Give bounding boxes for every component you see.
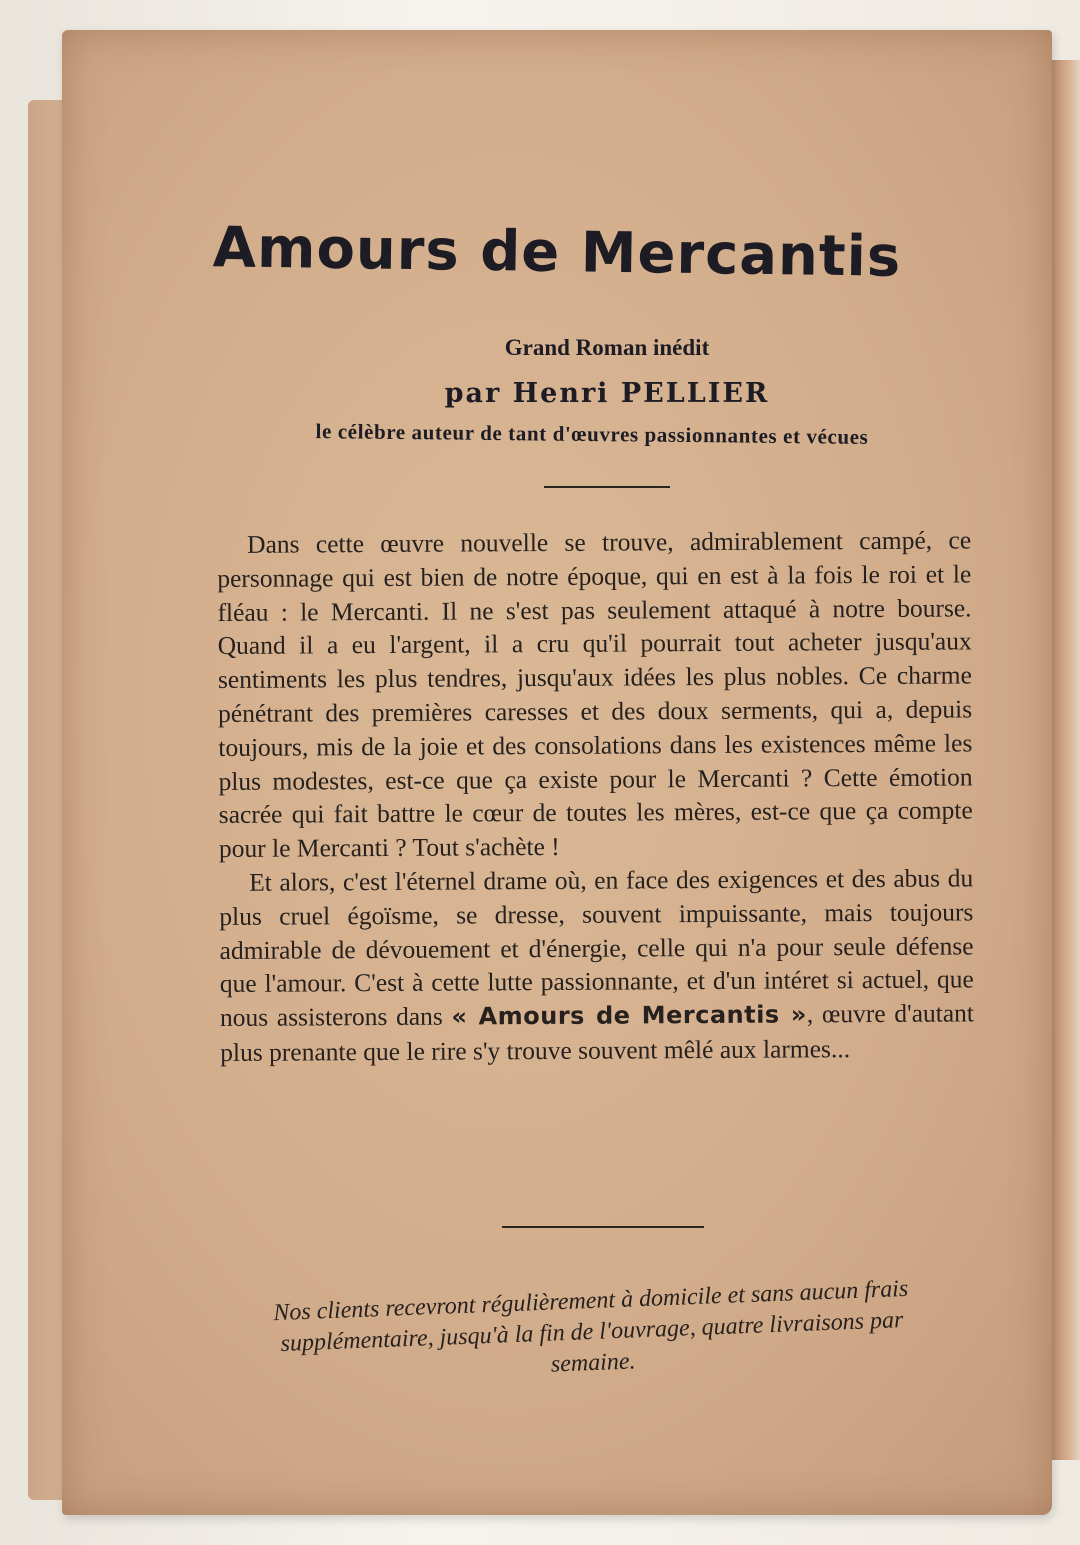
book-title: Amours de Mercantis [212,215,902,290]
description-text [217,523,974,1069]
description-paragraph-2 [219,861,974,1069]
book-page [62,30,1052,1515]
paragraph-2-text: Et alors, c'est l'éternel drame où, en face des exigences et des abus du plus cruel égoïsme, se dresse, souvent impuissante, mais toujours admirable de dévouement et d'énergie, celle qui n'a pour seule défense que l'amour. C'est à cette lutte passionnante, et d'un intéret si actuel, que nous assisterons dans [219,863,974,1033]
paragraph-2-ending: , œuvre d'autant plus prenante que le rire s'y trouve souvent mêlé aux larmes... [220,998,975,1067]
divider-bottom [502,1226,704,1228]
description-paragraph-1: Dans cette œuvre nouvelle se trouve, admirablement campé, ce personnage qui est bien de notre époque, qui en est à la fois le roi et le fléau : le Mercanti. Il ne s'est pas seulement attaqué à notre bourse. Quand il a eu l'argent, il a cru qu'il pourrait tout acheter jusqu'aux sentiments les plus tendres, jusqu'aux idées les plus nobles. Ce charme pénétrant des premières caresses et des doux serments, qui a, depuis toujours, mis de la joie et des consolations dans les existences même les plus modestes, est-ce que ça existe pour le Mercanti ? Cette émotion sacrée qui fait battre le cœur de toutes les mères, est-ce que ça compte pour le Mercanti ? Tout s'achète ! [217,525,973,864]
author-tagline: le célèbre auteur de tant d'œuvres passionnantes et vécues [315,419,869,449]
book-author: par Henri PELLIER [444,378,770,409]
divider-top [544,486,670,488]
book-subtitle: Grand Roman inédit [504,335,710,360]
paragraph-2-title: « Amours de Mercantis » [451,1000,807,1031]
delivery-notice: Nos clients recevront régulièrement à domicile et sans aucun frais supplémentaire, jusqu'à la fin de l'ouvrage, quatre livraisons par semaine. [272,1275,909,1378]
